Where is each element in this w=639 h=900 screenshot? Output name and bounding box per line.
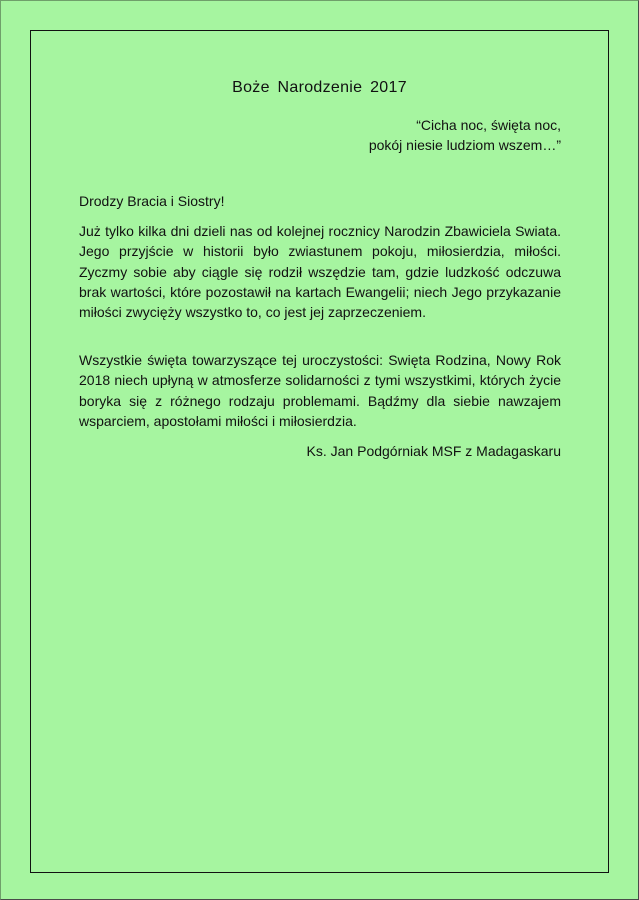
greeting: Drodzy Bracia i Siostry! (79, 193, 225, 209)
letter-title: Boże Narodzenie 2017 (232, 79, 407, 96)
carol-quote (369, 115, 561, 155)
carol-quote-line-1: “Cicha noc, święta noc, (416, 117, 561, 133)
paragraph-1: Już tylko kilka dni dzieli nas od kolejnej rocznicy Narodzin Zbawiciela Swiata. Jego przyjście w historii było zwiastunem pokoju, miłosierdzia, miłości. Zyczmy sobie aby ciągle się rodził wszędzie tam, gdzie ludzkość odczuwa brak wartości, które pozostawił na kartach Ewangelii; niech Jego przykazanie miłości zwycięży wszystko to, co jest jej zaprzeczeniem. (79, 223, 561, 321)
carol-quote-line-2: pokój niesie ludziom wszem…” (368, 137, 561, 153)
paragraph-2: Wszystkie święta towarzyszące tej uroczystości: Swięta Rodzina, Nowy Rok 2018 niech upłyną w atmosferze solidarności z tymi wszystkimi, których życie boryka się z różnego rodzaju problemami. Bądźmy dla siebie nawzajem wsparciem, apostołami miłości i miłosierdzia. (79, 352, 561, 429)
signature: Ks. Jan Podgórniak MSF z Madagaskaru (306, 443, 561, 459)
